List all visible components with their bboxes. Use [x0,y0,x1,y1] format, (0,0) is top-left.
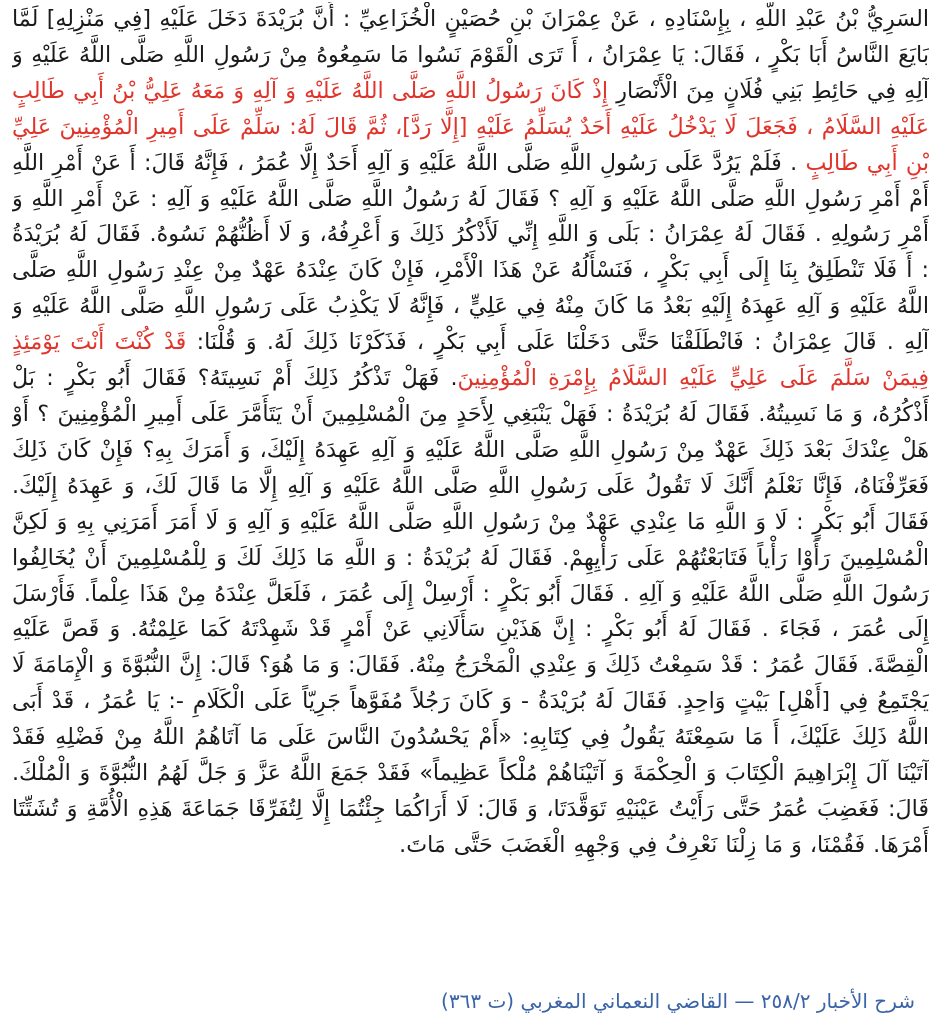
narration-text: . فَهَلْ تَذْكُرُ ذَلِكَ أَمْ نَسِيتَهُ؟ فَقَالَ أَبُو بَكْرٍ : بَلْ أَذْكُرُهُ، وَ مَا نَسِيتُهُ. فَقَالَ لَهُ بُرَيْدَةُ : فَهَلْ يَنْبَغِي لِأَحَدٍ مِنَ الْمُسْلِمِينَ أَنْ يَتَأَمَّرَ عَلَى أَمِيرِ الْمُؤْمِنِينَ ؟ أَوْ هَلْ عِنْدَكَ بَعْدَ ذَلِكَ عَهْدٌ مِنْ رَسُولِ اللَّهِ صَلَّى اللَّهُ عَلَيْهِ وَ آلِهِ عَهِدَهُ إِلَيْكَ، وَ أَمَرَكَ بِهِ؟ فَإِنْ كَانَ ذَلِكَ فَعَرِّفْنَاهُ، فَإِنَّا نَعْلَمُ أَنَّكَ لَا تَقُولُ عَلَى رَسُولِ اللَّهِ صَلَّى اللَّهُ عَلَيْهِ وَ آلِهِ إِلَّا مَا قَالَ لَكَ، وَ عَهِدَهُ إِلَيْكَ. فَقَالَ أَبُو بَكْرٍ : لَا وَ اللَّهِ مَا عِنْدِي عَهْدٌ مِنْ رَسُولِ اللَّهِ صَلَّى اللَّهُ عَلَيْهِ وَ آلِهِ وَ لَا أَمَرَ أَمَرَنِي بِهِ وَ لَكِنَّ الْمُسْلِمِينَ رَأَوْا رَأْياً فَتَابَعْتُهُمْ عَلَى رَأْيِهِمْ. فَقَالَ لَهُ بُرَيْدَةُ : وَ اللَّهِ مَا ذَلِكَ لَكَ وَ لِلْمُسْلِمِينَ أَنْ يُخَالِفُوا رَسُولَ اللَّهِ صَلَّى اللَّهُ عَلَيْهِ وَ آلِهِ . فَقَالَ أَبُو بَكْرٍ : أَرْسِلْ إِلَى عُمَرَ ، فَلَعَلَّ عِنْدَهُ مِنْ هَذَا عِلْماً. فَأَرْسَلَ إِلَى عُمَرَ ، فَجَاءَ . فَقَالَ لَهُ أَبُو بَكْرٍ : إِنَّ هَذَيْنِ سَأَلَانِي عَنْ أَمْرٍ قَدْ شَهِدْتَهُ كَمَا عَلِمْتُهُ. وَ قَصَّ عَلَيْهِ الْقِصَّةَ. فَقَالَ عُمَرُ : قَدْ سَمِعْتُ ذَلِكَ وَ عِنْدِي الْمَخْرَجُ مِنْهُ. فَقَالَ: وَ مَا هُوَ؟ قَالَ: إِنَّ النُّبُوَّةَ وَ الْإِمَامَةَ لَا يَجْتَمِعُ فِي [أَهْلِ] بَيْتٍ وَاحِدٍ. فَقَالَ لَهُ بُرَيْدَةُ - وَ كَانَ رَجُلاً مُفَوَّهاً جَرِيّاً عَلَى الْكَلَامِ -: يَا عُمَرُ ، قَدْ أَبَى اللَّهُ ذَلِكَ عَلَيْكَ، أَ مَا سَمِعْتَهُ يَقُولُ فِي كِتَابِهِ: «أَمْ يَحْسُدُونَ النَّاسَ عَلَى مَا آتَاهُمُ اللَّهُ مِنْ فَضْلِهِ فَقَدْ آتَيْنَا آلَ إِبْرَاهِيمَ الْكِتَابَ وَ الْحِكْمَةَ وَ آتَيْنَاهُمْ مُلْكاً عَظِيماً» فَقَدْ جَمَعَ اللَّهُ عَزَّ وَ جَلَّ لَهُمُ النُّبُوَّةَ وَ الْمُلْكَ. قَالَ: فَغَضِبَ عُمَرُ حَتَّى رَأَيْتُ عَيْنَيْهِ تَوَقَّدَتَا، وَ قَالَ: لَا أَرَاكُمَا جِئْتُمَا إِلَّا لِتُفَرِّقَا جَمَاعَةَ هَذِهِ الْأُمَّةِ وَ تُشَتِّتَا أَمْرَهَا. فَقُمْنَا، وَ مَا زِلْنَا نَعْرِفُ فِي وَجْهِهِ الْغَضَبَ حَتَّى مَاتَ. [12,365,929,858]
hadith-text-block [12,2,929,962]
highlighted-narration-text: إِذْ كَانَ رَسُولُ اللَّهِ صَلَّى اللَّهُ عَلَيْهِ وَ آلِهِ وَ مَعَهُ عَلِيُّ بْنُ أَبِي طَالِبٍ عَلَيْهِ السَّلَامُ ، فَجَعَلَ لَا يَدْخُلُ عَلَيْهِ أَحَدٌ يُسَلِّمُ عَلَيْهِ [إِلَّا رَدَّ]، ثُمَّ قَالَ لَهُ: سَلِّمْ عَلَى أَمِيرِ الْمُؤْمِنِينَ عَلِيِّ بْنِ أَبِي طَالِبٍ [12,77,929,176]
highlighted-narration-text: قَدْ كُنْتَ أَنْتَ يَوْمَئِذٍ فِيمَنْ سَلَّمَ عَلَى عَلِيٍّ عَلَيْهِ السَّلَامُ بِإِمْرَةِ الْمُؤْمِنِينَ [12,329,929,392]
source-citation: شرح الأخبار ٢٥٨/٢ — القاضي النعماني المغربي (ت ٣٦٣) [441,989,915,1013]
narration-text: السَرِيُّ بْنُ عَبْدِ اللَّهِ ، بِإِسْنَادِهِ ، عَنْ عِمْرَانَ بْنِ حُصَيْنٍ الْخُزَاعِيِّ : أَنَّ بُرَيْدَةَ دَخَلَ عَلَيْهِ [فِي مَنْزِلِهِ] لَمَّا بَايَعَ النَّاسُ أَبَا بَكْرٍ ، فَقَالَ: يَا عِمْرَانُ ، أَ تَرَى الْقَوْمَ نَسُوا مَا سَمِعُوهُ مِنْ رَسُولِ اللَّهِ صَلَّى اللَّهُ عَلَيْهِ وَ آلِهِ فِي حَائِطِ بَنِي فُلَانٍ مِنَ الْأَنْصَارِ [12,6,929,104]
narration-text: . فَلَمْ يَرُدَّ عَلَى رَسُولِ اللَّهِ صَلَّى اللَّهُ عَلَيْهِ وَ آلِهِ أَحَدٌ إِلَّا عُمَرُ ، فَإِنَّهُ قَالَ: أَ عَنْ أَمْرِ اللَّهِ أَمْ أَمْرِ رَسُولِ اللَّهِ صَلَّى اللَّهُ عَلَيْهِ وَ آلِهِ ؟ فَقَالَ لَهُ رَسُولُ اللَّهِ صَلَّى اللَّهُ عَلَيْهِ وَ آلِهِ : عَنْ أَمْرِ اللَّهِ وَ أَمْرِ رَسُولِهِ . فَقَالَ لَهُ عِمْرَانُ : بَلَى وَ اللَّهِ إِنِّي لَأَذْكُرُ ذَلِكَ وَ أَعْرِفُهُ، وَ لَا أَظُنُّهُمْ نَسُوهُ. فَقَالَ لَهُ بُرَيْدَةُ : أَ فَلَا تَنْطَلِقُ بِنَا إِلَى أَبِي بَكْرٍ ، فَنَسْأَلُهُ عَنْ هَذَا الْأَمْرِ، فَإِنْ كَانَ عِنْدَهُ عَهْدٌ مِنْ عِنْدِ رَسُولِ اللَّهِ صَلَّى اللَّهُ عَلَيْهِ وَ آلِهِ عَهِدَهُ إِلَيْهِ بَعْدُ مَا كَانَ مِنْهُ فِي عَلِيٍّ ، فَإِنَّهُ لَا يَكْذِبُ عَلَى رَسُولِ اللَّهِ صَلَّى اللَّهُ عَلَيْهِ وَ آلِهِ . قَالَ عِمْرَانُ : فَانْطَلَقْنَا حَتَّى دَخَلْنَا عَلَى أَبِي بَكْرٍ ، فَذَكَرْنَا ذَلِكَ لَهُ. وَ قُلْنَا: [12,149,929,356]
